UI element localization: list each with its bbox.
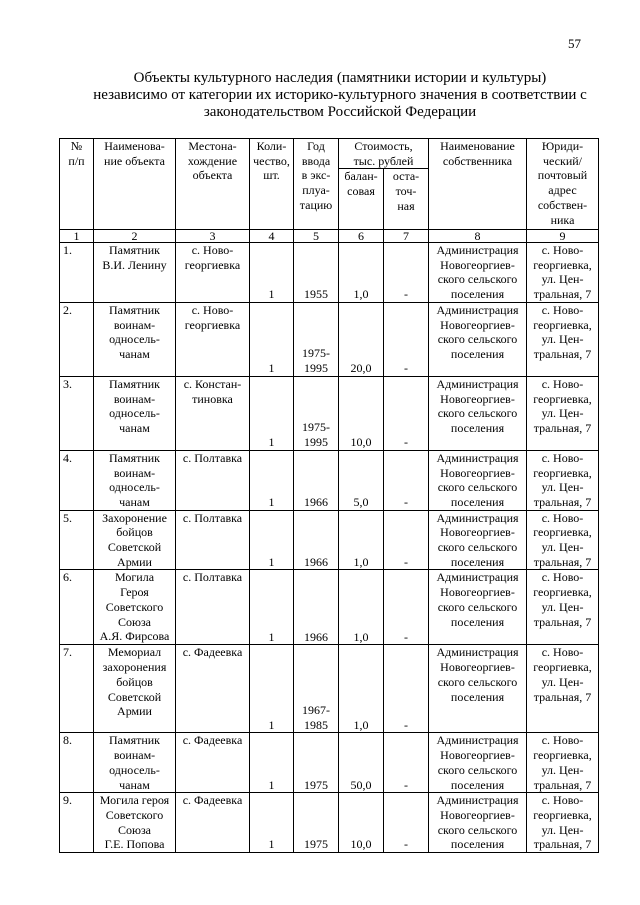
- header-qty: Коли- чество, шт.: [250, 139, 294, 230]
- cell-name: Памятник воинам- односель- чанам: [94, 302, 176, 376]
- cell-qty: 1: [250, 243, 294, 303]
- header-residual: оста- точ- ная: [384, 169, 429, 230]
- table-row: [60, 243, 599, 303]
- column-number: 9: [527, 230, 599, 243]
- cell-year: 1966: [294, 510, 339, 570]
- table-row: [60, 733, 599, 793]
- column-number: 3: [176, 230, 250, 243]
- cell-owner: Администрация Новогеоргиев- ского сельского поселения: [429, 302, 527, 376]
- cell-owner: Администрация Новогеоргиев- ского сельского поселения: [429, 570, 527, 645]
- document-title: [60, 70, 620, 121]
- cell-year: 1955: [294, 243, 339, 303]
- cell-residual: -: [384, 243, 429, 303]
- header-name: Наименова- ние объекта: [94, 139, 176, 230]
- cell-year: 1966: [294, 570, 339, 645]
- cell-name: Памятник В.И. Ленину: [94, 243, 176, 303]
- column-number: 2: [94, 230, 176, 243]
- cell-num: 2.: [60, 302, 94, 376]
- column-numbers-row: [60, 230, 599, 243]
- cell-residual: -: [384, 570, 429, 645]
- cell-year: 1975- 1995: [294, 302, 339, 376]
- cell-num: 9.: [60, 793, 94, 853]
- cell-num: 1.: [60, 243, 94, 303]
- cell-num: 6.: [60, 570, 94, 645]
- cell-qty: 1: [250, 733, 294, 793]
- cell-num: 7.: [60, 645, 94, 733]
- cell-balance: 1,0: [339, 243, 384, 303]
- cell-residual: -: [384, 793, 429, 853]
- cell-location: с. Ново- георгиевка: [176, 243, 250, 303]
- cell-residual: -: [384, 450, 429, 510]
- header-cost: Стоимость, тыс. рублей: [339, 139, 429, 169]
- cell-num: 4.: [60, 450, 94, 510]
- table-header-row: [60, 139, 599, 169]
- table-row: [60, 570, 599, 645]
- column-number: 1: [60, 230, 94, 243]
- column-number: 5: [294, 230, 339, 243]
- cell-balance: 10,0: [339, 376, 384, 450]
- cell-balance: 1,0: [339, 510, 384, 570]
- cell-address: с. Ново- георгиевка, ул. Цен- тральная, 7: [527, 450, 599, 510]
- cell-owner: Администрация Новогеоргиев- ского сельского поселения: [429, 793, 527, 853]
- cell-qty: 1: [250, 570, 294, 645]
- cell-address: с. Ново- георгиевка, ул. Цен- тральная, 7: [527, 302, 599, 376]
- cell-owner: Администрация Новогеоргиев- ского сельского поселения: [429, 243, 527, 303]
- cell-balance: 50,0: [339, 733, 384, 793]
- header-address: Юриди- ческий/ почтовый адрес собствен- ника: [527, 139, 599, 230]
- cell-address: с. Ново- георгиевка, ул. Цен- тральная, 7: [527, 570, 599, 645]
- cell-qty: 1: [250, 510, 294, 570]
- cell-balance: 10,0: [339, 793, 384, 853]
- cell-owner: Администрация Новогеоргиев- ского сельского поселения: [429, 733, 527, 793]
- cell-year: 1966: [294, 450, 339, 510]
- cell-address: с. Ново- георгиевка, ул. Цен- тральная, 7: [527, 510, 599, 570]
- table-row: [60, 376, 599, 450]
- cell-balance: 1,0: [339, 570, 384, 645]
- cell-name: Могила Героя Советского Союза А.Я. Фирсова: [94, 570, 176, 645]
- cell-location: с. Констан- тиновка: [176, 376, 250, 450]
- cell-location: с. Полтавка: [176, 510, 250, 570]
- cell-name: Памятник воинам- односель- чанам: [94, 733, 176, 793]
- cell-location: с. Полтавка: [176, 450, 250, 510]
- cell-location: с. Ново- георгиевка: [176, 302, 250, 376]
- cell-address: с. Ново- георгиевка, ул. Цен- тральная, 7: [527, 645, 599, 733]
- cell-residual: -: [384, 510, 429, 570]
- cell-qty: 1: [250, 793, 294, 853]
- cell-num: 3.: [60, 376, 94, 450]
- cell-qty: 1: [250, 302, 294, 376]
- cell-address: с. Ново- георгиевка, ул. Цен- тральная, 7: [527, 733, 599, 793]
- cell-year: 1975- 1995: [294, 376, 339, 450]
- cell-address: с. Ново- георгиевка, ул. Цен- тральная, 7: [527, 243, 599, 303]
- cell-location: с. Фадеевка: [176, 793, 250, 853]
- cell-balance: 5,0: [339, 450, 384, 510]
- cell-owner: Администрация Новогеоргиев- ского сельского поселения: [429, 376, 527, 450]
- cell-residual: -: [384, 733, 429, 793]
- cell-location: с. Фадеевка: [176, 733, 250, 793]
- cell-name: Мемориал захоронения бойцов Советской Армии: [94, 645, 176, 733]
- column-number: 6: [339, 230, 384, 243]
- cell-residual: -: [384, 302, 429, 376]
- cell-balance: 20,0: [339, 302, 384, 376]
- column-number: 7: [384, 230, 429, 243]
- cell-num: 5.: [60, 510, 94, 570]
- table-row: [60, 645, 599, 733]
- table-row: [60, 793, 599, 853]
- cell-name: Могила героя Советского Союза Г.Е. Попова: [94, 793, 176, 853]
- cell-address: с. Ново- георгиевка, ул. Цен- тральная, 7: [527, 376, 599, 450]
- cell-owner: Администрация Новогеоргиев- ского сельского поселения: [429, 645, 527, 733]
- header-num: № п/п: [60, 139, 94, 230]
- title-line: Объекты культурного наследия (памятники истории и культуры): [133, 70, 547, 86]
- heritage-objects-table: [59, 138, 599, 853]
- table-row: [60, 510, 599, 570]
- cell-name: Захоронение бойцов Советской Армии: [94, 510, 176, 570]
- cell-year: 1975: [294, 793, 339, 853]
- title-line: законодательством Российской Федерации: [203, 104, 477, 120]
- cell-name: Памятник воинам- односель- чанам: [94, 450, 176, 510]
- column-number: 8: [429, 230, 527, 243]
- title-line: независимо от категории их историко-культурного значения в соответствии с: [93, 87, 587, 103]
- table-row: [60, 450, 599, 510]
- cell-address: с. Ново- георгиевка, ул. Цен- тральная, 7: [527, 793, 599, 853]
- page-number: 57: [568, 36, 581, 51]
- cell-qty: 1: [250, 645, 294, 733]
- header-owner: Наименование собственника: [429, 139, 527, 230]
- table-row: [60, 302, 599, 376]
- header-year: Год ввода в экс- плуа- тацию: [294, 139, 339, 230]
- cell-location: с. Полтавка: [176, 570, 250, 645]
- column-number: 4: [250, 230, 294, 243]
- cell-num: 8.: [60, 733, 94, 793]
- cell-year: 1967- 1985: [294, 645, 339, 733]
- header-location: Местона- хождение объекта: [176, 139, 250, 230]
- cell-balance: 1,0: [339, 645, 384, 733]
- header-balance: балан- совая: [339, 169, 384, 230]
- cell-residual: -: [384, 376, 429, 450]
- cell-qty: 1: [250, 450, 294, 510]
- cell-residual: -: [384, 645, 429, 733]
- cell-location: с. Фадеевка: [176, 645, 250, 733]
- cell-owner: Администрация Новогеоргиев- ского сельского поселения: [429, 450, 527, 510]
- cell-year: 1975: [294, 733, 339, 793]
- cell-qty: 1: [250, 376, 294, 450]
- cell-name: Памятник воинам- односель- чанам: [94, 376, 176, 450]
- cell-owner: Администрация Новогеоргиев- ского сельского поселения: [429, 510, 527, 570]
